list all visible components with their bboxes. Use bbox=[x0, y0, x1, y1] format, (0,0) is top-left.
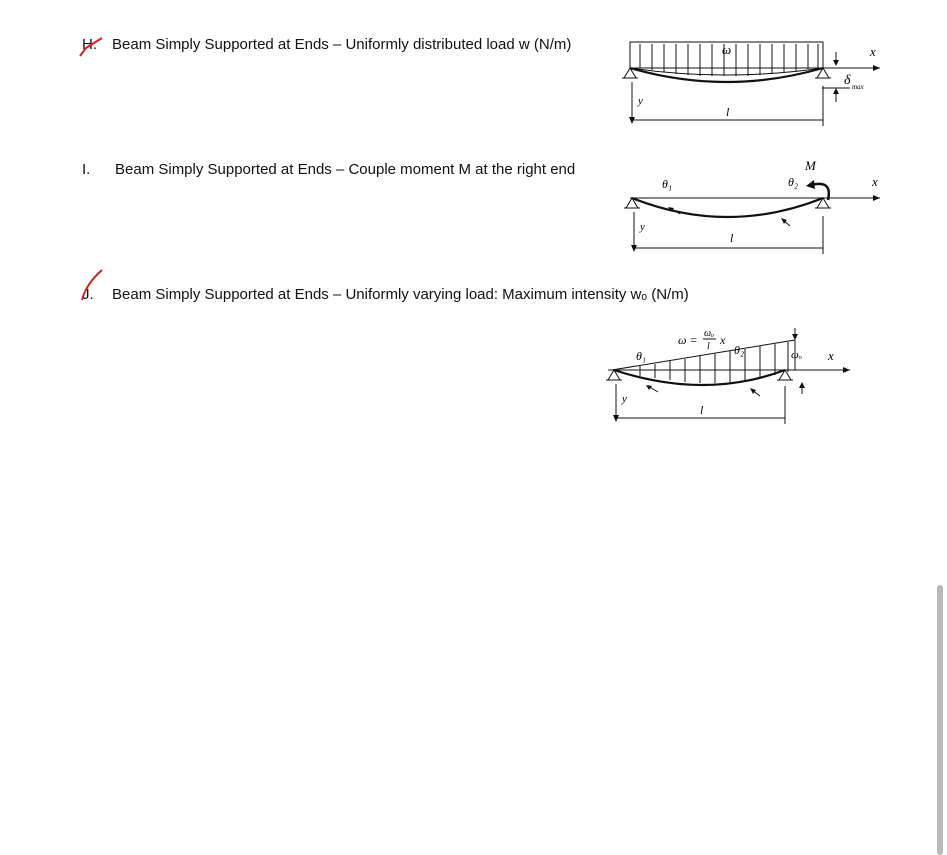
label-y: y bbox=[640, 221, 645, 233]
label-delta: δ bbox=[844, 73, 851, 88]
label-eq-num: ωₒ bbox=[704, 328, 714, 339]
pen-check-mark-h bbox=[76, 34, 106, 64]
vertical-scrollbar[interactable] bbox=[937, 585, 943, 855]
item-marker-text: I. bbox=[82, 161, 91, 178]
label-x: x bbox=[870, 44, 876, 59]
label-x: x bbox=[872, 174, 878, 189]
item-title-j: Beam Simply Supported at Ends – Uniformly varying load: Maximum intensity wₒ (N/m) bbox=[112, 286, 689, 303]
label-eq-x: x bbox=[720, 333, 726, 347]
item-marker-text: H. bbox=[82, 36, 97, 53]
item-title-h: Beam Simply Supported at Ends – Uniformly distributed load w (N/m) bbox=[112, 36, 572, 53]
item-marker-text: J. bbox=[82, 286, 94, 303]
beam-diagram-couple-moment bbox=[618, 156, 888, 256]
item-marker-i bbox=[82, 161, 90, 179]
beam-diagram-udl bbox=[618, 34, 888, 134]
label-w0: ωₒ bbox=[791, 349, 802, 361]
label-y: y bbox=[622, 393, 627, 405]
item-title-i: Beam Simply Supported at Ends – Couple moment M at the right end bbox=[115, 161, 576, 178]
label-theta2: θ₂ bbox=[734, 343, 745, 357]
label-eq-den: l bbox=[707, 341, 710, 352]
label-eq-lhs: ω = bbox=[678, 333, 698, 347]
label-x: x bbox=[828, 348, 834, 363]
label-theta1: θ₁ bbox=[636, 349, 647, 363]
scrollbar-thumb[interactable] bbox=[937, 585, 943, 855]
label-length: l bbox=[700, 403, 704, 417]
label-load-w: ω bbox=[722, 42, 732, 57]
label-theta2: θ₂ bbox=[788, 175, 799, 189]
beam-diagram-varying-load bbox=[600, 320, 860, 435]
label-moment: M bbox=[805, 158, 816, 173]
pen-check-mark-j bbox=[74, 266, 110, 306]
label-y: y bbox=[638, 95, 643, 107]
label-length: l bbox=[730, 231, 734, 245]
label-length: l bbox=[726, 105, 730, 119]
label-delta-sub: max bbox=[852, 83, 864, 91]
label-theta1: θ₁ bbox=[662, 177, 673, 191]
